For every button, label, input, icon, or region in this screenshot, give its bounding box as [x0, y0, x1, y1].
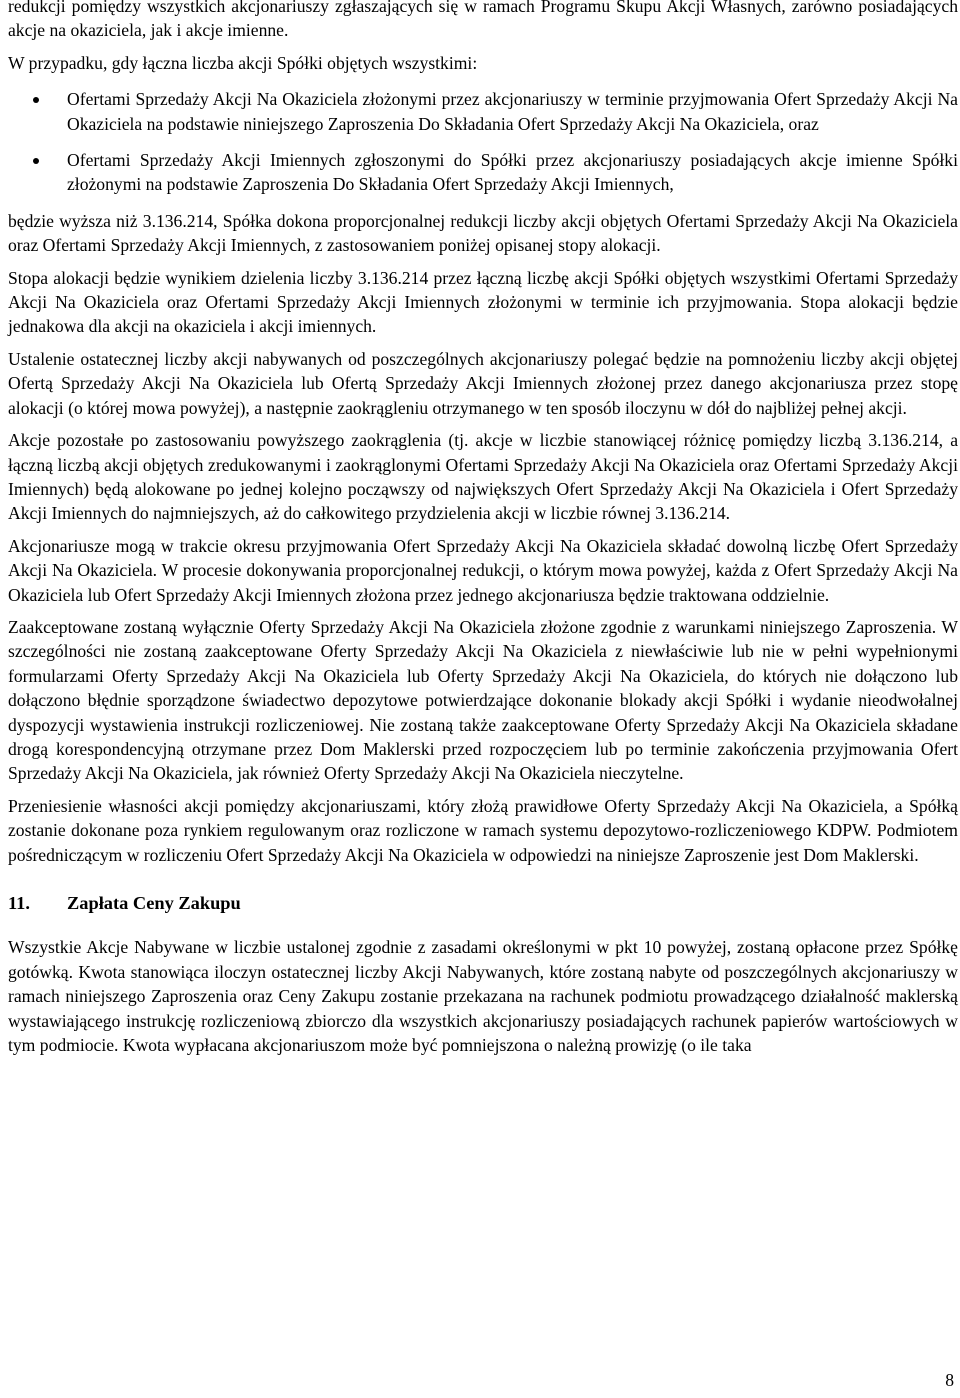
section-number: 11.	[8, 893, 30, 913]
paragraph-akcje-pozostale: Akcje pozostałe po zastosowaniu powyższego zaokrąglenia (tj. akcje w liczbie stanowiącej różnicę pomiędzy liczbą 3.136.214, a łączną liczbą akcji objętych zredukowanymi i zaokrąglonymi Ofertami Sprzedaży Akcji Na Okaziciela oraz Ofertami Sprzedaży Akcji Imiennych) będą alokowane po jednej kolejno począwszy od największych Ofert Sprzedaży Akcji Na Okaziciela i Ofert Sprzedaży Akcji Imiennych do najmniejszych, aż do całkowitego przydzielenia akcji w liczbie równej 3.136.214.	[8, 430, 958, 524]
bullet-item-imiennych	[8, 148, 958, 197]
bullet-icon	[33, 97, 39, 103]
paragraph-ustalenie: Ustalenie ostatecznej liczby akcji nabywanych od poszczególnych akcjonariuszy polegać będzie na pomnożeniu liczby akcji objętej Ofertą Sprzedaży Akcji Na Okaziciela lub Ofertą Sprzedaży Akcji Imiennych złożonej przez danego akcjonariusza przez stopę alokacji (o której mowa powyżej), a następnie zaokrągleniu otrzymanego w ten sposób iloczynu w dół do najbliżej pełnej akcji.	[8, 348, 958, 418]
paragraph-wszystkie-akcje: Wszystkie Akcje Nabywane w liczbie ustalonej zgodnie z zasadami określonymi w pkt 10 powyżej, zostaną opłacone przez Spółkę gotówką. Kwota stanowiąca iloczyn ostatecznej liczby Akcji Nabywanych, które zostaną nabyte od poszczególnych akcjonariuszy w ramach niniejszego Zaproszenia oraz Ceny Zakupu zostanie przekazana na rachunek podmiotu prowadzącego działalność maklerską wystawiającego instrukcję rozliczeniową zbiorczo dla wszystkich akcjonariuszy posiadających rachunek papierów wartościowych w tym podmiocie. Kwota wypłacana akcjonariuszom może być pomniejszona o należną prowizję (o ile taka	[8, 937, 958, 1056]
bullet-list	[8, 87, 958, 197]
bullet-icon	[33, 158, 39, 164]
bullet-item-okaziciela	[8, 87, 958, 136]
paragraph-w-przypadku: W przypadku, gdy łączna liczba akcji Spółki objętych wszystkimi:	[8, 52, 478, 73]
paragraph-akcjonariusze: Akcjonariusze mogą w trakcie okresu przyjmowania Ofert Sprzedaży Akcji Na Okaziciela składać dowolną liczbę Ofert Sprzedaży Akcji Na Okaziciela. W procesie dokonywania proporcjonalnej redukcji, o którym mowa powyżej, każda z Ofert Sprzedaży Akcji Na Okaziciela lub Ofert Sprzedaży Akcji Imiennych złożona przez jednego akcjonariusza będzie traktowana oddzielnie.	[8, 535, 958, 605]
page-number: 8	[945, 1370, 954, 1390]
section-heading	[8, 891, 958, 915]
paragraph-stopa-alokacji: Stopa alokacji będzie wynikiem dzielenia liczby 3.136.214 przez łączną liczbę akcji Spółki objętych wszystkimi Ofertami Sprzedaży Akcji Na Okaziciela oraz Ofertami Sprzedaży Akcji Imiennych złożonymi w terminie ich przyjmowania. Stopa alokacji będzie jednakowa dla akcji na okaziciela i akcji imiennych.	[8, 267, 958, 337]
paragraph-redukcji: redukcji pomiędzy wszystkich akcjonariuszy zgłaszających się w ramach Programu Skupu Akcji Własnych, zarówno posiadających akcje na okaziciela, jak i akcje imienne.	[8, 0, 958, 41]
section-title: Zapłata Ceny Zakupu	[67, 893, 241, 913]
paragraph-przeniesienie: Przeniesienie własności akcji pomiędzy akcjonariuszami, który złożą prawidłowe Oferty Sprzedaży Akcji Na Okaziciela, a Spółką zostanie dokonane poza rynkiem regulowanym oraz rozliczone w ramach systemu depozytowo-rozliczeniowego KDPW. Podmiotem pośredniczącym w rozliczeniu Ofert Sprzedaży Akcji Na Okaziciela w odpowiedzi na niniejsze Zaproszenie jest Dom Maklerski.	[8, 795, 958, 865]
paragraph-bedzie-wyzsza: będzie wyższa niż 3.136.214, Spółka dokona proporcjonalnej redukcji liczby akcji objętych Ofertami Sprzedaży Akcji Na Okaziciela oraz Ofertami Sprzedaży Akcji Imiennych, z zastosowaniem poniżej opisanej stopy alokacji.	[8, 210, 958, 256]
document-page	[8, 0, 958, 1065]
bullet-text: Ofertami Sprzedaży Akcji Na Okaziciela złożonymi przez akcjonariuszy w terminie przyjmowania Ofert Sprzedaży Akcji Na Okaziciela na podstawie niniejszego Zaproszenia Do Składania Ofert Sprzedaży Akcji Na Okaziciela, oraz	[67, 89, 958, 134]
paragraph-zaakceptowane: Zaakceptowane zostaną wyłącznie Oferty Sprzedaży Akcji Na Okaziciela złożone zgodnie z warunkami niniejszego Zaproszenia. W szczególności nie zostaną zaakceptowane Oferty Sprzedaży Akcji Na Okaziciela z niewłaściwie lub nie w pełni wypełnionymi formularzami Oferty Sprzedaży Akcji Na Okaziciela lub Oferty Sprzedaży Akcji Na Okaziciela, do których nie dołączono lub dołączono błędnie sporządzone świadectwo depozytowe potwierdzające dokonanie blokady akcji Spółki i wydanie nieodwołalnej dyspozycji wystawienia instrukcji rozliczeniowej. Nie zostaną także zaakceptowane Oferty Sprzedaży Akcji Na Okaziciela składane drogą korespondencyjną otrzymane przez Dom Maklerski przed rozpoczęciem lub po terminie zakończenia przyjmowania Ofert Sprzedaży Akcji Na Okaziciela, jak również Oferty Sprzedaży Akcji Na Okaziciela nieczytelne.	[8, 616, 958, 784]
bullet-text: Ofertami Sprzedaży Akcji Imiennych zgłoszonymi do Spółki przez akcjonariuszy posiadających akcje imienne Spółki złożonymi na podstawie Zaproszenia Do Składania Ofert Sprzedaży Akcji Imiennych,	[67, 150, 958, 195]
